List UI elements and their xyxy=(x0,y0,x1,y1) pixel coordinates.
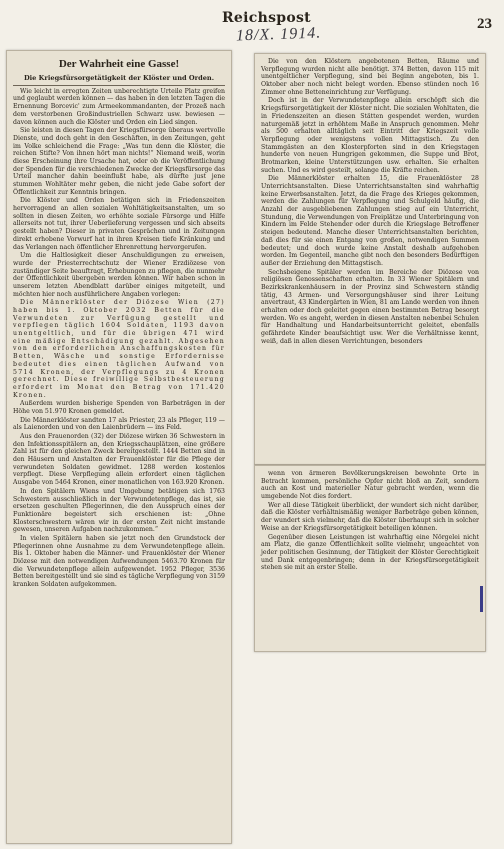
paragraph: Sechsbeigene Spitäler werden im Bereiche der Diözese von religiösen Genossenschaften erhalten. In 33 Wiener Spitälern und Bezirkskrankenhäusern in der Provinz sind Schwestern ständig tätig, 43 Armen- und Versorgungshäuser sind ihrer Leitung anvertraut, 43 Kindergärten in Wien, 81 am Lande werden von ihnen erhalten oder doch geleitet gegen einen bestimmten Betrag besorgt werden. Wo es angeht, werden in diesen Anstalten nebenbei Schulen für Handhaltung und Handarbeitsunterricht geleitet, ebenfalls gefährdete Kinder beaufsichtigt usw. Wer die Verhältnisse kennt, weiß, daß in allen diesen Verrichtungen, besonders xyxy=(261,268,479,345)
paragraph: Doch ist in der Verwundetenpflege allein erschöpft sich die Kriegsfürsorgetätigkeit der Klöster nicht. Die sozialen Wohltaten, die in Friedenszeiten an diesen Stätten gespendet werden, wurden naturgemäß jetzt in erhöhtem Maße in Anspruch genommen. Mehr als 500 erhalten alltäglich seit Eintritt der Kriegszeit volle Verpflegung oder wenigstens vollen Mittagstisch. Zu den Stammgästen an den Klosterpforten sind in den Kriegstagen hunderte von neuen Hungrigen gekommen, die Suppe und Brot, Brotmarken, kleine Unterstützungen usw. erhalten. Sie erhalten suchen. Und es wird gesteilt, solange die Kräfte reichen. xyxy=(261,97,479,174)
handwritten-date: 18/X. 1914. xyxy=(235,24,322,45)
newspaper-masthead: Reichspost xyxy=(222,10,311,26)
article-clipping-right-bottom xyxy=(254,465,486,652)
paragraph: Um die Haltlosigkeit dieser Anschuldigungen zu erweisen, wurde der Priesterrechtschutz der Wiener Erzdiözese von zuständiger Seite beauftragt, Erhebungen zu pflegen, die nunmehr der Öffentlichkeit übergeben werden können. Wir haben schon in unserem letzten Abendblatt darüber einiges mitgeteilt, und möchten hier noch ausführlichere Angaben vorlegen: xyxy=(13,252,225,298)
article-subtitle: Die Kriegsfürsorgetätigkeit der Klöster und Orden. xyxy=(23,73,215,82)
paragraph: wenn von ärmeren Bevölkerungskreisen bewohnte Orte in Betracht kommen, persönliche Opfer nicht bloß an Zeit, sondern auch an Kost und materieller Natur gebracht werden, wenn die umgebende Not dies fordert. xyxy=(261,470,479,501)
title-divider xyxy=(13,85,225,86)
paragraph: In vielen Spitälern haben sie jetzt noch den Grundstock der Pflegerinnen ohne Ausnahme zu dem Verwundetenpflege allein. Bis 1. Oktober haben die Männer- und Frauenklöster der Wiener Diözese mit den notwendigen Aufwendungen 5463.70 Kronen für die Verwundetenpflege allein aufgewendet. 1952 Pfleger, 3536 Betten bereitgestellt und sie sind es tägliche Verpflegung von 3159 kranken Soldaten aufgekommen. xyxy=(13,534,225,589)
article-clipping-left xyxy=(6,50,232,844)
paragraph: Wie leicht in erregten Zeiten unberechtigte Urteile Platz greifen und geglaubt werden können — das haben in den letzten Tagen die Ernennung Borcevic' zum Armeekommandanten, der Prozeß nach dem verstorbenen Großindustriellen Schwarz usw. bewiesen — davon können auch die Klöster und Orden ein Lied singen. xyxy=(13,87,225,126)
paragraph: Wer all diese Tätigkeit überblickt, der wundert sich nicht darüber, daß die Klöster verhältnismäßig weniger Barbeträge geben können, der wundert sich vielmehr, daß die Klöster überhaupt sich in solcher Weise an der Kriegsfürsorgetätigkeit beteiligen können. xyxy=(261,501,479,532)
paragraph: In den Spitälern Wiens und Umgebung betätigen sich 1763 Schwestern ausschließlich in der Verwundetenpflege, das ist, sie ersetzen geschulten Pflegerinnen, die den Ausspruch eines der Funktionäre begeistert sich erschienen ist: „Ohne Klosterschwestern wären wir in der ersten Zeit nicht imstande gewesen, unseren Aufgaben nachzukommen.“ xyxy=(13,487,225,534)
article-clipping-right-top xyxy=(254,53,486,465)
blue-pencil-mark xyxy=(480,586,483,612)
paragraph: Aus den Frauenorden (32) der Diözese wirken 36 Schwestern in den Infektionsspitälern an, den Kriegsschauplätzen, eine größere Zahl ist für den gleichen Zweck bereitgestellt. 1444 Betten sind in den Häusern und Anstalten der Frauenklöster für die Pflege der verwundeten Soldaten gewidmet. 1288 werden kostenlos verpflegt. Diese Verpflegung allein erfordert einen täglichen Ausgabe von 5464 Kronen, einer monatlichen von 163.920 Kronen. xyxy=(13,433,225,487)
paragraph: Die von den Klöstern angebotenen Betten, Räume und Verpflegung wurden nicht alle benötigt. 374 Betten, davon 115 mit unentgeltlicher Verpflegung, sind bei Beginn angeboten, bis 1. Oktober aber noch nicht belegt worden. Ebenso stünden noch 16 Zimmer ohne Betteneinrichtung zur Verfügung. xyxy=(261,58,479,96)
paragraph: Die Männerklöster der Diözese Wien (27) haben bis 1. Oktober 2032 Betten für die Verwundeten zur Verfügung gestellt und verpflegen täglich 1604 Soldaten, 1193 davon unentgeltlich, und für die übrigen 471 wird eine mäßige Entschädigung gezahlt. Abgesehen von den erforderlichen Anschaffungskosten für Betten, Wäsche und sonstige Erfordernisse bedeutet dies einen täglichen Aufwand von 5714 Kronen, der Verpflegungs zu 4 Kronen gerechnet. Diese freiwillige Selbstbesteuerung erfordert im Monat den Betrag von 171.420 Kronen. xyxy=(13,299,225,399)
paragraph: Die Männerklöster sandten 17 als Priester, 23 als Pfleger, 119 — als Laienorden und von den Laienbrüdern — ins Feld. xyxy=(13,416,225,432)
paragraph: Außerdem wurden bisherige Spenden von Barbeträgen in der Höhe von 51.970 Kronen gemeldet. xyxy=(13,400,225,415)
article-column-2 xyxy=(255,54,485,345)
article-column-1 xyxy=(7,51,231,589)
paragraph: Sie leisten in diesen Tagen der Kriegsfürsorge überaus wertvolle Dienste, und doch geht in den Geschäften, in den Zeitungen, geht im Volke schleichend die Frage: „Was tun denn die Klöster, die reichen Stifte? Von ihnen hört man nichts!“ Niemand weiß, worin diese Erscheinung ihre Ursache hat, oder ob die Veröffentlichung der Spenden für die verschiedenen Zwecke der Kriegsfürsorge das Urteil mancher dahin beeinflußt habe, als dürfte just jene stummen Wohltäter mehr geben, die nicht jede Gabe sofort der Öffentlichkeit zur Kenntnis bringen. xyxy=(13,127,225,196)
article-title: Der Wahrheit eine Gasse! xyxy=(58,58,180,70)
paragraph: Gegenüber diesen Leistungen ist wahrhaftig eine Nörgelei nicht am Platz, die ganze Öffentlichkeit sollte vielmehr, ungeachtet von jeder politischen Gesinnung, der Tätigkeit der Klöster Gerechtigkeit und Dank entgegenbringen; denn in der Kriegsfürsorgetätigkeit stehen sie mit an erster Stelle. xyxy=(261,533,479,572)
paragraph: Die Männerklöster erhalten 15, die Frauenklöster 28 Unterrichtsanstalten. Diese Unterrichtsanstalten sind wahrhaftig keine Erwerbsanstalten. Jetzt, da die Frage des Krieges gekommen, werden die Zahlungen für Verpflegung und Schulgeld häufig, die Anzahl der ausgebliebenen Zahlungen stieg auf ein Unterricht, Stundung, die Verwendungen von Freiplätze und Unterbringung von Kindern im Felde Stehender oder durch die Kriegslage Betroffener steigen bedeutend. Manche dieser Unterrichtsanstalten berichten, daß dies für sie einen Entgang von großen, notwendigen Summen bedeutet; und doch wurde keine Anstalt deshalb aufgehoben worden. Im Gegenteil, manche gibt noch den besonders Bedürftigen außer der Erziehung den Mittagstisch. xyxy=(261,175,479,267)
page-number: 23 xyxy=(477,16,492,32)
paragraph: Die Klöster und Orden betätigen sich in Friedenszeiten hervorragend an allen sozialen Wohltätigkeitsanstalten, um so sollten in diesen Zeiten, wo erhöhte soziale Fürsorge und Hilfe allerseits not tut, ihrer Ueberlieferung vergessen und sich abseits gestellt haben? Dieser in privaten Gesprächen und in Zeitungen direkt erhobene Vorwurf hat in ihren Kreisen tiefe Kränkung und das Verlangen nach öffentlicher Ehrenrettung hervorgerufen. xyxy=(13,197,225,251)
article-column-3 xyxy=(255,466,485,572)
